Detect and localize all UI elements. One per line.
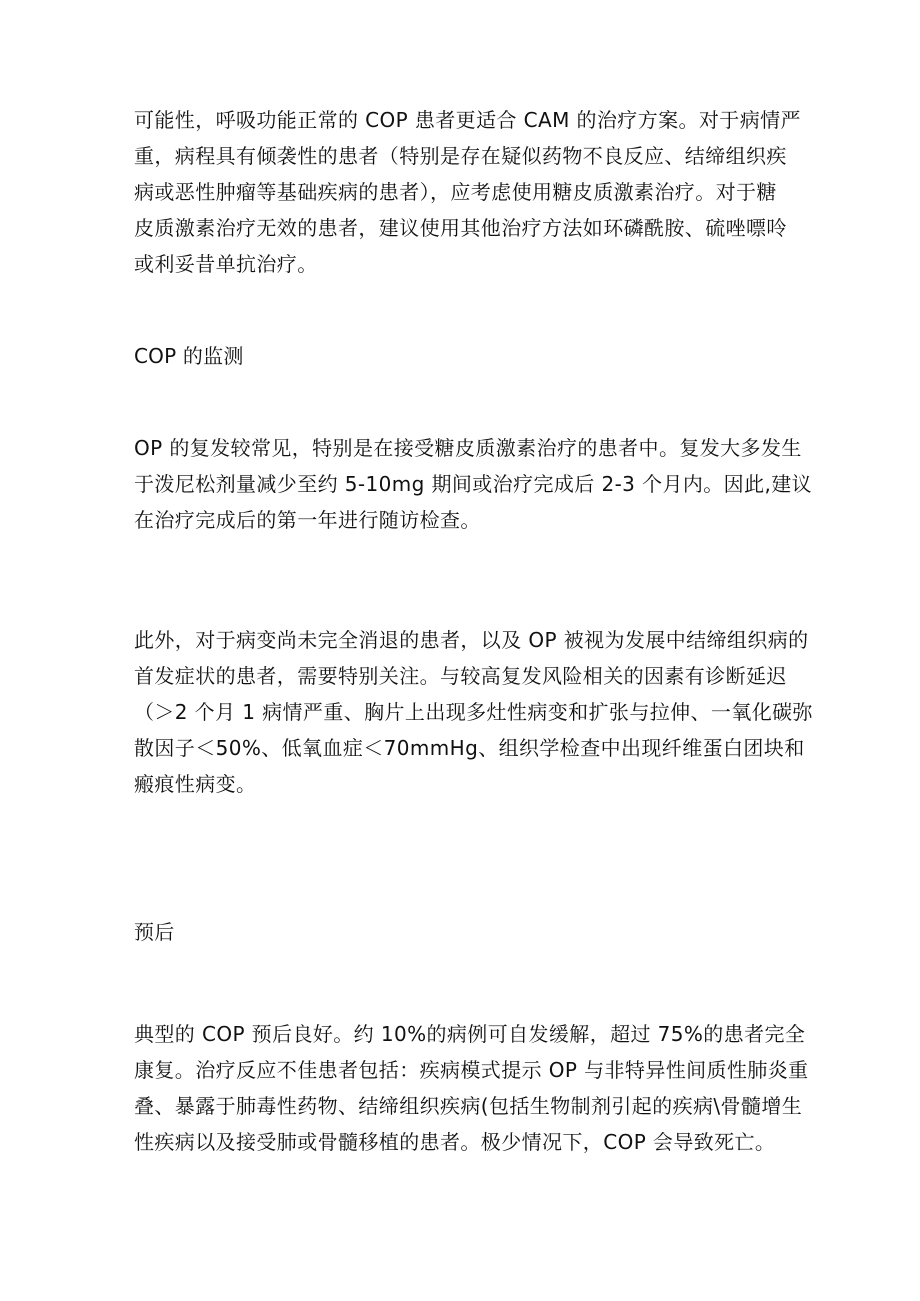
text-line: 性疾病以及接受肺或骨髓移植的患者。极少情况下，COP 会导致死亡。 xyxy=(134,1130,776,1154)
paragraph-recurrence xyxy=(134,430,813,538)
text-line: 叠、暴露于肺毒性药物、结缔组织疾病(包括生物制剂引起的疾病\骨髓增生 xyxy=(134,1094,803,1118)
text-line: 散因子＜50%、低氧血症＜70mmHg、组织学检查中出现纤维蛋白团块和 xyxy=(134,736,805,760)
text-line: 病或恶性肿瘤等基础疾病的患者），应考虑使用糖皮质激素治疗。对于糖 xyxy=(134,180,777,204)
paragraph-treatment-options xyxy=(134,102,801,282)
text-line: 此外，对于病变尚未完全消退的患者，以及 OP 被视为发展中结缔组织病的 xyxy=(134,628,809,652)
paragraph-risk-factors xyxy=(134,622,813,802)
text-line: 皮质激素治疗无效的患者，建议使用其他治疗方法如环磷酰胺、硫唑嘌呤 xyxy=(134,216,787,240)
text-line: （＞2 个月 1 病情严重、胸片上出现多灶性病变和扩张与拉伸、一氧化碳弥 xyxy=(134,700,813,724)
text-line: 典型的 COP 预后良好。约 10%的病例可自发缓解，超过 75%的患者完全 xyxy=(134,1022,806,1046)
section-heading-prognosis xyxy=(134,914,794,950)
text-line: 可能性，呼吸功能正常的 COP 患者更适合 CAM 的治疗方案。对于病情严 xyxy=(134,108,801,132)
heading-text: COP 的监测 xyxy=(134,344,244,368)
paragraph-prognosis xyxy=(134,1016,809,1160)
text-line: 首发症状的患者，需要特别关注。与较高复发风险相关的因素有诊断延迟 xyxy=(134,664,787,688)
text-line: 在治疗完成后的第一年进行随访检查。 xyxy=(134,508,481,532)
text-line: 瘢痕性病变。 xyxy=(134,772,257,796)
text-line: 或利妥昔单抗治疗。 xyxy=(134,252,318,276)
text-line: 康复。治疗反应不佳患者包括：疾病模式提示 OP 与非特异性间质性肺炎重 xyxy=(134,1058,809,1082)
text-line: OP 的复发较常见，特别是在接受糖皮质激素治疗的患者中。复发大多发生 xyxy=(134,436,802,460)
section-heading-monitoring xyxy=(134,338,794,374)
text-line: 重，病程具有倾袭性的患者（特别是存在疑似药物不良反应、结缔组织疾 xyxy=(134,144,787,168)
heading-text: 预后 xyxy=(134,920,175,944)
text-line: 于泼尼松剂量减少至约 5-10mg 期间或治疗完成后 2-3 个月内。因此,建议 xyxy=(134,472,813,496)
